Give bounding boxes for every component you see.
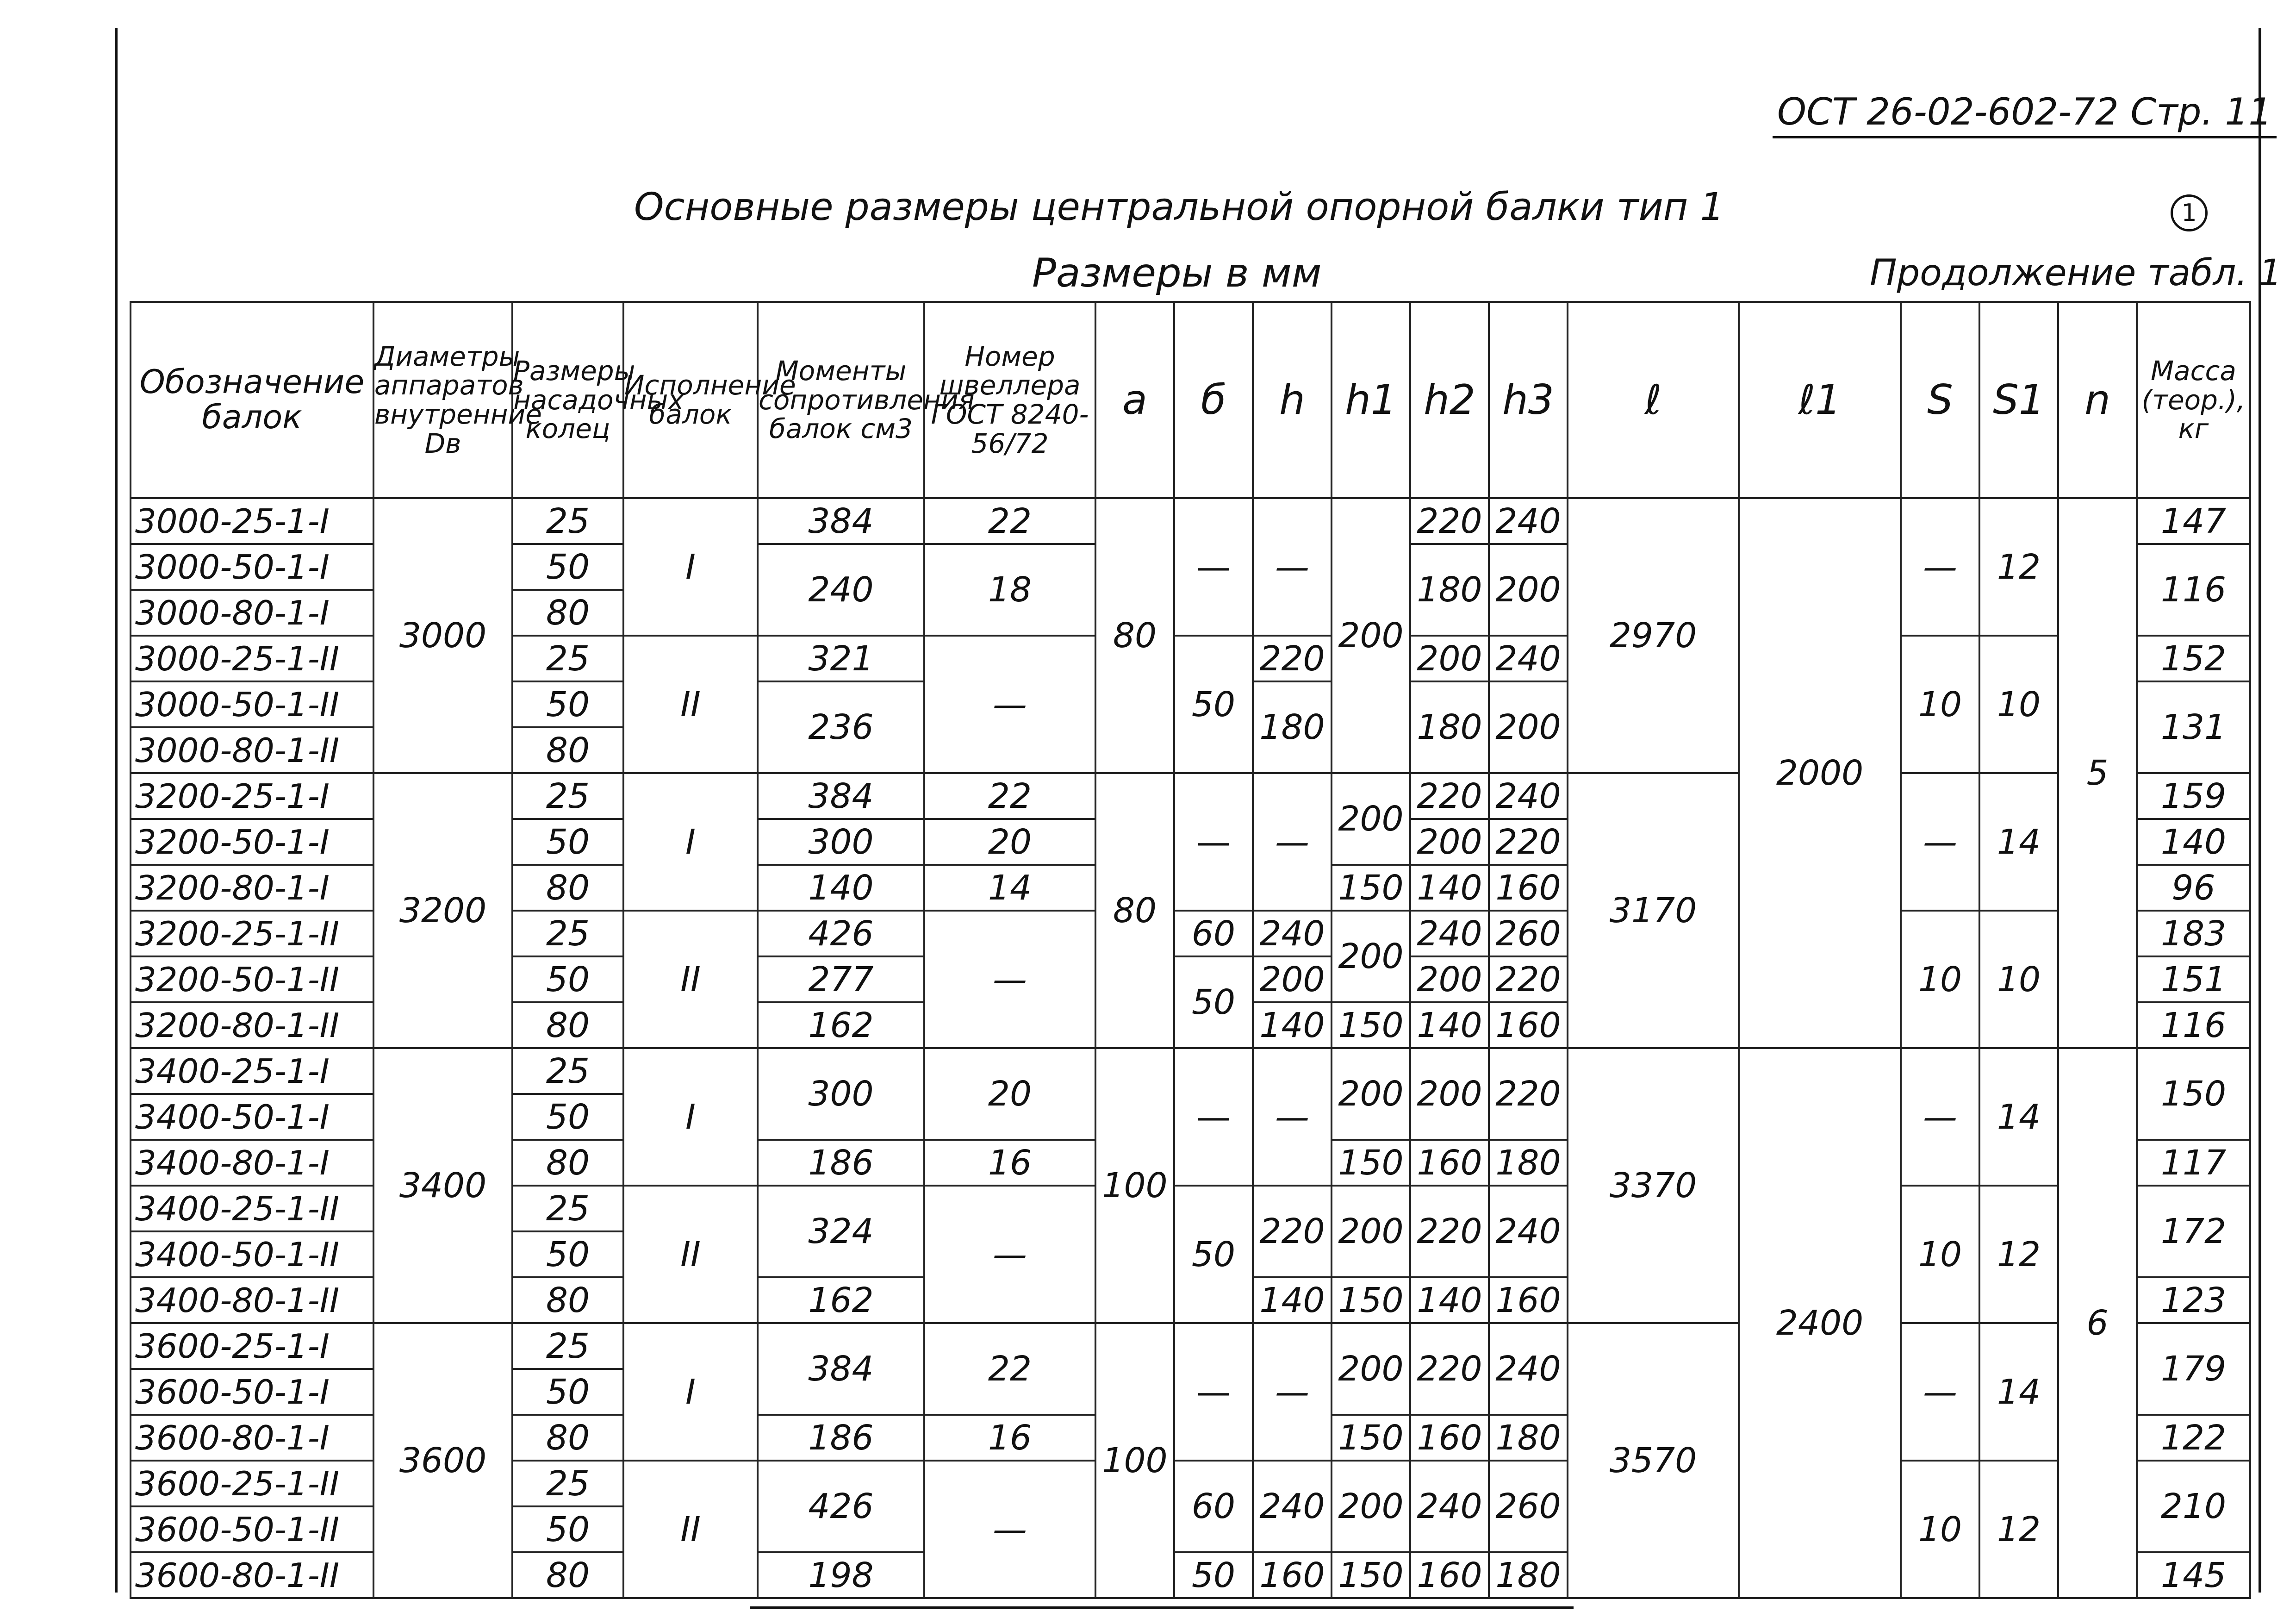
table-row <box>131 773 2250 819</box>
h-cell: 220 <box>1253 636 1332 681</box>
mass-cell: 159 <box>2137 773 2250 819</box>
h1-cell: 200 <box>1332 911 1410 1002</box>
h-cell: — <box>1253 1323 1332 1461</box>
moment-cell: 162 <box>758 1002 924 1048</box>
s1-cell: 14 <box>1979 1323 2058 1461</box>
s1-cell: 12 <box>1979 1461 2058 1598</box>
ring-size-cell: 80 <box>512 865 623 911</box>
h2-cell: 220 <box>1410 773 1489 819</box>
version-cell: II <box>623 1461 758 1598</box>
h-cell: 200 <box>1253 956 1332 1002</box>
channel-cell: — <box>924 636 1095 773</box>
s-cell: — <box>1901 498 1979 636</box>
h1-cell: 200 <box>1332 1186 1410 1277</box>
designation-cell: 3000-50-1-I <box>131 544 373 590</box>
header-h3: h3 <box>1489 302 1568 498</box>
version-cell: I <box>623 1048 758 1186</box>
designation-cell: 3200-25-1-II <box>131 911 373 956</box>
h-cell: 240 <box>1253 911 1332 956</box>
mass-cell: 116 <box>2137 1002 2250 1048</box>
page-title: Основные размеры центральной опорной балки тип 1 <box>634 185 1724 229</box>
left-margin-line <box>115 28 118 1593</box>
version-cell: II <box>623 636 758 773</box>
version-cell: I <box>623 773 758 911</box>
version-cell: I <box>623 498 758 636</box>
header-s: S <box>1901 302 1979 498</box>
h2-cell: 200 <box>1410 956 1489 1002</box>
ring-size-cell: 50 <box>512 1506 623 1552</box>
ring-size-cell: 80 <box>512 590 623 636</box>
s1-cell: 10 <box>1979 636 2058 773</box>
mass-cell: 151 <box>2137 956 2250 1002</box>
mass-cell: 116 <box>2137 544 2250 636</box>
version-cell: II <box>623 911 758 1048</box>
h2-cell: 140 <box>1410 865 1489 911</box>
h2-cell: 240 <box>1410 911 1489 956</box>
h3-cell: 240 <box>1489 773 1568 819</box>
mass-cell: 140 <box>2137 819 2250 865</box>
mass-cell: 183 <box>2137 911 2250 956</box>
header-row <box>131 302 2250 498</box>
ring-size-cell: 50 <box>512 544 623 590</box>
moment-cell: 198 <box>758 1552 924 1598</box>
h-cell: 180 <box>1253 681 1332 773</box>
header-h1: h1 <box>1332 302 1410 498</box>
moment-cell: 236 <box>758 681 924 773</box>
h-cell: 140 <box>1253 1002 1332 1048</box>
h2-cell: 220 <box>1410 1186 1489 1277</box>
l1-cell: 2400 <box>1739 1048 1901 1598</box>
moment-cell: 324 <box>758 1186 924 1277</box>
header-channel: Номер швеллера ГОСТ 8240-56/72 <box>924 302 1095 498</box>
l-cell: 3370 <box>1568 1048 1739 1323</box>
s1-cell: 12 <box>1979 1186 2058 1323</box>
header-version: Исполнение балок <box>623 302 758 498</box>
mass-cell: 179 <box>2137 1323 2250 1415</box>
designation-cell: 3600-80-1-II <box>131 1552 373 1598</box>
header-designation: Обозначение балок <box>131 302 373 498</box>
diameter-cell: 3200 <box>373 773 512 1048</box>
b-cell: 60 <box>1174 911 1253 956</box>
header-s1: S1 <box>1979 302 2058 498</box>
designation-cell: 3000-80-1-II <box>131 727 373 773</box>
h3-cell: 260 <box>1489 911 1568 956</box>
h3-cell: 220 <box>1489 956 1568 1002</box>
a-cell: 80 <box>1095 773 1174 1048</box>
mass-cell: 117 <box>2137 1140 2250 1186</box>
channel-cell: 16 <box>924 1140 1095 1186</box>
h2-cell: 200 <box>1410 819 1489 865</box>
s-cell: — <box>1901 1048 1979 1186</box>
channel-cell: 14 <box>924 865 1095 911</box>
designation-cell: 3400-25-1-I <box>131 1048 373 1094</box>
h3-cell: 160 <box>1489 1002 1568 1048</box>
ring-size-cell: 80 <box>512 1415 623 1461</box>
ring-size-cell: 50 <box>512 1231 623 1277</box>
h3-cell: 180 <box>1489 1140 1568 1186</box>
header-l: ℓ <box>1568 302 1739 498</box>
h2-cell: 220 <box>1410 498 1489 544</box>
h-cell: — <box>1253 1048 1332 1186</box>
h-cell: 140 <box>1253 1277 1332 1323</box>
moment-cell: 277 <box>758 956 924 1002</box>
designation-cell: 3600-25-1-II <box>131 1461 373 1506</box>
header-ring-size: Размеры насадочных колец <box>512 302 623 498</box>
moment-cell: 426 <box>758 911 924 956</box>
ring-size-cell: 25 <box>512 773 623 819</box>
h-cell: 160 <box>1253 1552 1332 1598</box>
s-cell: — <box>1901 1323 1979 1461</box>
s-cell: — <box>1901 773 1979 911</box>
designation-cell: 3400-80-1-II <box>131 1277 373 1323</box>
designation-cell: 3600-80-1-I <box>131 1415 373 1461</box>
h2-cell: 160 <box>1410 1140 1489 1186</box>
mass-cell: 172 <box>2137 1186 2250 1277</box>
ring-size-cell: 25 <box>512 498 623 544</box>
s-cell: 10 <box>1901 911 1979 1048</box>
h3-cell: 160 <box>1489 865 1568 911</box>
ring-size-cell: 25 <box>512 1461 623 1506</box>
designation-cell: 3400-25-1-II <box>131 1186 373 1231</box>
moment-cell: 321 <box>758 636 924 681</box>
moment-cell: 186 <box>758 1140 924 1186</box>
h3-cell: 180 <box>1489 1552 1568 1598</box>
h1-cell: 150 <box>1332 1140 1410 1186</box>
ring-size-cell: 25 <box>512 1048 623 1094</box>
b-cell: 50 <box>1174 636 1253 773</box>
ring-size-cell: 80 <box>512 727 623 773</box>
ring-size-cell: 50 <box>512 956 623 1002</box>
ring-size-cell: 50 <box>512 1369 623 1415</box>
h2-cell: 180 <box>1410 681 1489 773</box>
moment-cell: 300 <box>758 1048 924 1140</box>
designation-cell: 3400-50-1-II <box>131 1231 373 1277</box>
mass-cell: 150 <box>2137 1048 2250 1140</box>
h1-cell: 150 <box>1332 1002 1410 1048</box>
header-h: h <box>1253 302 1332 498</box>
h3-cell: 240 <box>1489 1186 1568 1277</box>
a-cell: 80 <box>1095 498 1174 773</box>
h3-cell: 160 <box>1489 1277 1568 1323</box>
b-cell: — <box>1174 498 1253 636</box>
channel-cell: 22 <box>924 773 1095 819</box>
a-cell: 100 <box>1095 1323 1174 1598</box>
moment-cell: 384 <box>758 1323 924 1415</box>
h1-cell: 150 <box>1332 865 1410 911</box>
l1-cell: 2000 <box>1739 498 1901 1048</box>
mass-cell: 131 <box>2137 681 2250 773</box>
b-cell: 60 <box>1174 1461 1253 1552</box>
channel-cell: 16 <box>924 1415 1095 1461</box>
h-cell: 220 <box>1253 1186 1332 1277</box>
h2-cell: 140 <box>1410 1002 1489 1048</box>
h1-cell: 200 <box>1332 498 1410 773</box>
designation-cell: 3400-80-1-I <box>131 1140 373 1186</box>
mass-cell: 210 <box>2137 1461 2250 1552</box>
h3-cell: 180 <box>1489 1415 1568 1461</box>
channel-cell: — <box>924 1186 1095 1323</box>
ring-size-cell: 80 <box>512 1140 623 1186</box>
mass-cell: 96 <box>2137 865 2250 911</box>
header-moment: Моменты сопротивления балок см3 <box>758 302 924 498</box>
header-l1: ℓ1 <box>1739 302 1901 498</box>
h2-cell: 220 <box>1410 1323 1489 1415</box>
document-code: ОСТ 26-02-602-72 Стр. 11 <box>1773 90 2277 138</box>
channel-cell: 20 <box>924 819 1095 865</box>
h1-cell: 150 <box>1332 1552 1410 1598</box>
b-cell: 50 <box>1174 1552 1253 1598</box>
h2-cell: 160 <box>1410 1415 1489 1461</box>
ring-size-cell: 25 <box>512 1323 623 1369</box>
designation-cell: 3000-80-1-I <box>131 590 373 636</box>
l-cell: 2970 <box>1568 498 1739 773</box>
designation-cell: 3400-50-1-I <box>131 1094 373 1140</box>
ring-size-cell: 25 <box>512 911 623 956</box>
channel-cell: 18 <box>924 544 1095 636</box>
n-cell: 6 <box>2058 1048 2137 1598</box>
designation-cell: 3200-50-1-II <box>131 956 373 1002</box>
s1-cell: 14 <box>1979 1048 2058 1186</box>
b-cell: — <box>1174 773 1253 911</box>
designation-cell: 3000-50-1-II <box>131 681 373 727</box>
table-continued-note: Продолжение табл. 1 <box>1870 252 2282 294</box>
header-diameter: Диаметры аппаратов внутренние Dв <box>373 302 512 498</box>
h2-cell: 200 <box>1410 636 1489 681</box>
h-cell: 240 <box>1253 1461 1332 1552</box>
moment-cell: 186 <box>758 1415 924 1461</box>
h1-cell: 150 <box>1332 1277 1410 1323</box>
l-cell: 3170 <box>1568 773 1739 1048</box>
h1-cell: 200 <box>1332 773 1410 865</box>
moment-cell: 162 <box>758 1277 924 1323</box>
diameter-cell: 3400 <box>373 1048 512 1323</box>
ring-size-cell: 80 <box>512 1002 623 1048</box>
designation-cell: 3600-50-1-II <box>131 1506 373 1552</box>
moment-cell: 384 <box>758 498 924 544</box>
s1-cell: 10 <box>1979 911 2058 1048</box>
table-row <box>131 498 2250 544</box>
ring-size-cell: 25 <box>512 636 623 681</box>
version-cell: I <box>623 1323 758 1461</box>
designation-cell: 3000-25-1-I <box>131 498 373 544</box>
b-cell: — <box>1174 1323 1253 1461</box>
units-note: Размеры в мм <box>1032 250 1322 296</box>
designation-cell: 3600-50-1-I <box>131 1369 373 1415</box>
ring-size-cell: 50 <box>512 1094 623 1140</box>
revision-mark: 1 <box>2171 194 2208 231</box>
header-n: n <box>2058 302 2137 498</box>
header-b: б <box>1174 302 1253 498</box>
designation-cell: 3200-80-1-I <box>131 865 373 911</box>
mass-cell: 123 <box>2137 1277 2250 1323</box>
h3-cell: 240 <box>1489 1323 1568 1415</box>
table-row <box>131 1323 2250 1369</box>
ring-size-cell: 25 <box>512 1186 623 1231</box>
channel-cell: — <box>924 1461 1095 1598</box>
moment-cell: 426 <box>758 1461 924 1552</box>
h2-cell: 160 <box>1410 1552 1489 1598</box>
header-a: a <box>1095 302 1174 498</box>
moment-cell: 240 <box>758 544 924 636</box>
h3-cell: 220 <box>1489 1048 1568 1140</box>
s-cell: 10 <box>1901 1186 1979 1323</box>
channel-cell: 22 <box>924 498 1095 544</box>
ring-size-cell: 50 <box>512 819 623 865</box>
designation-cell: 3200-80-1-II <box>131 1002 373 1048</box>
a-cell: 100 <box>1095 1048 1174 1323</box>
s1-cell: 12 <box>1979 498 2058 636</box>
h1-cell: 150 <box>1332 1415 1410 1461</box>
designation-cell: 3600-25-1-I <box>131 1323 373 1369</box>
channel-cell: 22 <box>924 1323 1095 1415</box>
mass-cell: 152 <box>2137 636 2250 681</box>
s-cell: 10 <box>1901 1461 1979 1598</box>
designation-cell: 3200-50-1-I <box>131 819 373 865</box>
h-cell: — <box>1253 498 1332 636</box>
moment-cell: 300 <box>758 819 924 865</box>
h1-cell: 200 <box>1332 1323 1410 1415</box>
h3-cell: 240 <box>1489 498 1568 544</box>
h2-cell: 140 <box>1410 1277 1489 1323</box>
header-mass: Масса (теор.), кг <box>2137 302 2250 498</box>
designation-cell: 3000-25-1-II <box>131 636 373 681</box>
version-cell: II <box>623 1186 758 1323</box>
moment-cell: 140 <box>758 865 924 911</box>
b-cell: 50 <box>1174 1186 1253 1323</box>
diameter-cell: 3600 <box>373 1323 512 1598</box>
channel-cell: — <box>924 911 1095 1048</box>
s1-cell: 14 <box>1979 773 2058 911</box>
h1-cell: 200 <box>1332 1461 1410 1552</box>
header-h2: h2 <box>1410 302 1489 498</box>
beam-dimensions-table <box>130 301 2251 1599</box>
h1-cell: 200 <box>1332 1048 1410 1140</box>
diameter-cell: 3000 <box>373 498 512 773</box>
bottom-rule <box>750 1606 1574 1609</box>
h2-cell: 240 <box>1410 1461 1489 1552</box>
h3-cell: 220 <box>1489 819 1568 865</box>
table-row <box>131 1048 2250 1094</box>
h3-cell: 240 <box>1489 636 1568 681</box>
h-cell: — <box>1253 773 1332 911</box>
h2-cell: 180 <box>1410 544 1489 636</box>
s-cell: 10 <box>1901 636 1979 773</box>
h3-cell: 200 <box>1489 681 1568 773</box>
n-cell: 5 <box>2058 498 2137 1048</box>
l-cell: 3570 <box>1568 1323 1739 1598</box>
channel-cell: 20 <box>924 1048 1095 1140</box>
ring-size-cell: 80 <box>512 1277 623 1323</box>
h2-cell: 200 <box>1410 1048 1489 1140</box>
mass-cell: 122 <box>2137 1415 2250 1461</box>
h3-cell: 260 <box>1489 1461 1568 1552</box>
mass-cell: 145 <box>2137 1552 2250 1598</box>
designation-cell: 3200-25-1-I <box>131 773 373 819</box>
b-cell: 50 <box>1174 956 1253 1048</box>
ring-size-cell: 50 <box>512 681 623 727</box>
b-cell: — <box>1174 1048 1253 1186</box>
ring-size-cell: 80 <box>512 1552 623 1598</box>
h3-cell: 200 <box>1489 544 1568 636</box>
moment-cell: 384 <box>758 773 924 819</box>
mass-cell: 147 <box>2137 498 2250 544</box>
